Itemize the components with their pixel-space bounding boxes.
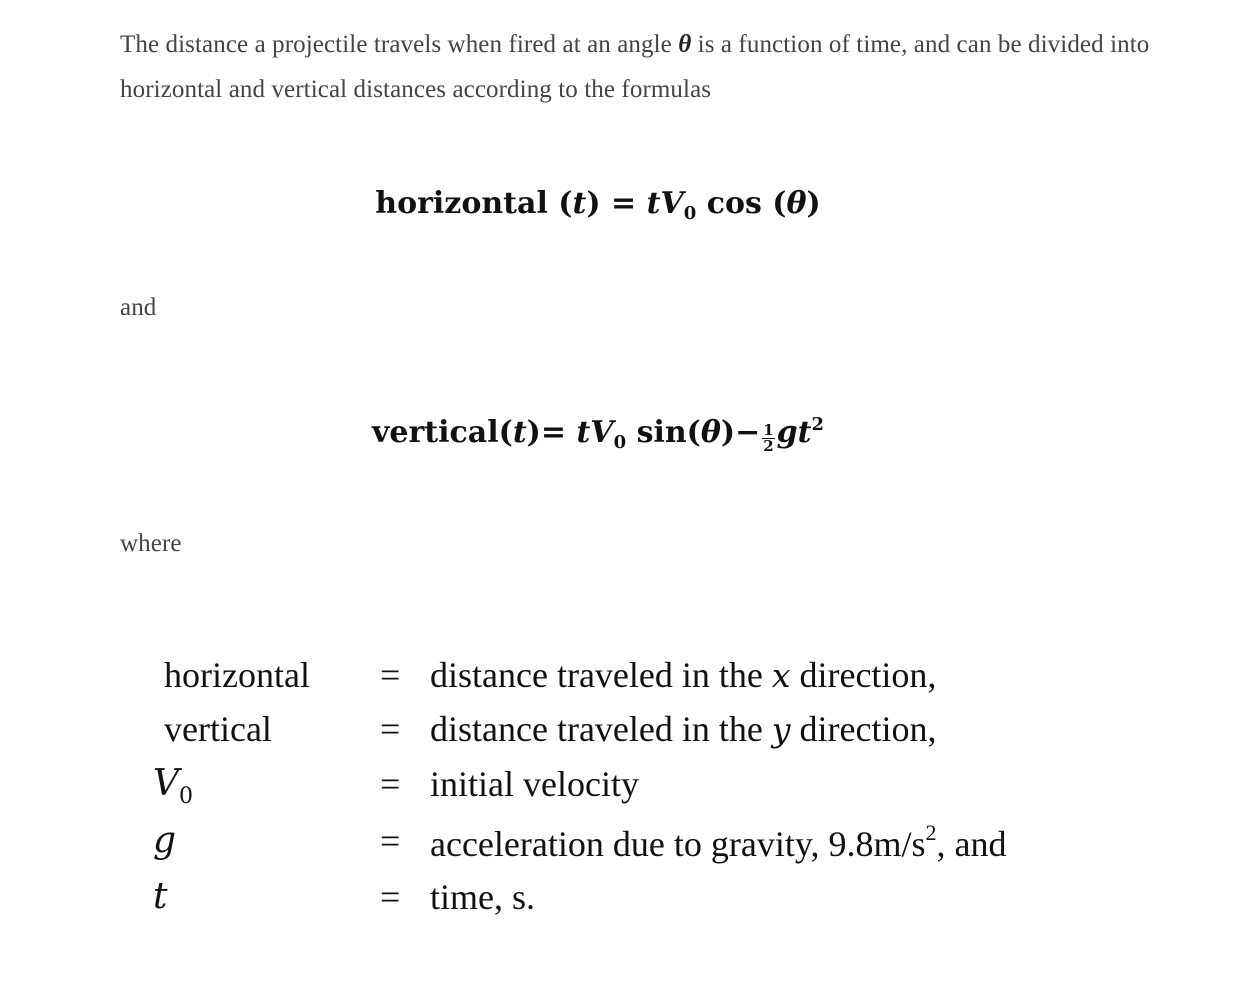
where-text: where — [120, 530, 182, 557]
def-description-g — [430, 820, 1006, 865]
def-text: distance traveled in the — [430, 655, 772, 695]
def-term-t: t — [153, 876, 168, 917]
eq2-theta: θ — [700, 415, 721, 450]
def-text: direction, — [790, 655, 937, 695]
def-description-v0: initial velocity — [430, 764, 639, 804]
eq2-gt: gt — [776, 415, 812, 450]
eq1-equals: ) = — [586, 186, 647, 221]
eq2-fraction — [762, 423, 774, 454]
eq1-subscript: 0 — [683, 203, 697, 224]
eq2-tv: tV — [576, 415, 614, 450]
def-term-vertical: vertical — [164, 709, 272, 749]
def-equals: = — [380, 709, 401, 749]
def-description-t: time, s. — [430, 877, 535, 917]
def-equals: = — [380, 877, 401, 917]
def-text: , and — [936, 824, 1007, 864]
eq2-lhs: vertical( — [371, 415, 513, 450]
horizontal-equation — [0, 186, 1196, 224]
def-text: direction, — [790, 709, 937, 749]
eq2-equals: )= — [526, 415, 577, 450]
eq2-fraction-denominator: 2 — [763, 437, 774, 455]
def-equals: = — [380, 655, 401, 695]
def-symbol-v: V — [153, 763, 179, 804]
eq2-t: t — [512, 415, 527, 450]
def-term-v0 — [153, 763, 193, 809]
intro-paragraph — [120, 22, 1160, 112]
def-text: distance traveled in the — [430, 709, 772, 749]
def-variable-x: x — [771, 656, 791, 695]
eq1-lhs: horizontal — [375, 186, 548, 221]
definition-row-horizontal — [0, 654, 1234, 708]
eq1-open-paren: ( — [547, 186, 573, 221]
eq1-close-paren: ) — [806, 186, 821, 221]
definition-row-t — [0, 876, 1234, 930]
eq2-subscript: 0 — [613, 432, 627, 453]
eq1-theta: θ — [786, 186, 807, 221]
eq2-fraction-numerator: 1 — [763, 421, 774, 439]
eq1-tv: tV — [646, 186, 684, 221]
eq2-sin: sin( — [626, 415, 701, 450]
definition-row-vertical — [0, 708, 1234, 762]
def-term-horizontal: horizontal — [164, 655, 310, 695]
eq1-cos: cos ( — [696, 186, 787, 221]
def-equals: = — [380, 821, 401, 861]
theta-symbol: θ — [678, 31, 692, 58]
def-equals: = — [380, 764, 401, 804]
def-text: acceleration due to gravity, 9.8m/s — [430, 824, 926, 864]
and-text: and — [120, 294, 157, 321]
eq1-t: t — [572, 186, 587, 221]
intro-text-before: The distance a projectile travels when fired at an angle — [120, 31, 679, 58]
eq2-superscript: 2 — [811, 414, 825, 435]
def-superscript: 2 — [925, 820, 937, 845]
def-description-horizontal — [430, 654, 936, 696]
def-term-g: g — [153, 820, 177, 861]
eq2-minus: )− — [720, 415, 761, 450]
def-description-vertical — [430, 708, 936, 750]
definition-row-g — [0, 820, 1234, 874]
intro-text-after: is a function of time, and can be divided into horizontal and vertical distances according to the formulas — [120, 31, 1150, 103]
vertical-equation — [0, 414, 1196, 454]
definition-row-v0 — [0, 763, 1234, 817]
def-variable-y: y — [771, 710, 791, 749]
def-subscript: 0 — [179, 784, 193, 809]
